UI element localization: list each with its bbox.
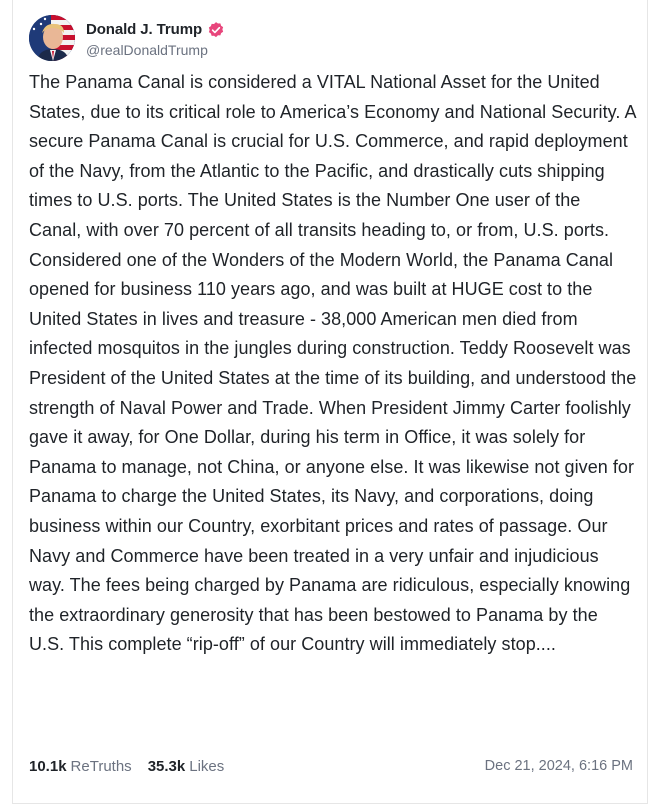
author-info [86,19,225,58]
retruths-label: ReTruths [70,757,132,775]
likes-stat[interactable] [148,758,225,775]
post-timestamp[interactable]: Dec 21, 2024, 6:16 PM [484,758,633,774]
likes-count: 35.3k [147,757,186,775]
post-card [12,0,648,804]
post-header [29,14,225,62]
author-display-name[interactable]: Donald J. Trump [86,21,203,38]
retruths-count: 10.1k [29,757,67,775]
post-body-text: The Panama Canal is considered a VITAL National Asset for the United States, due to its critical role to America’s Economy and National Security. A secure Panama Canal is crucial for U.S. Commerce, and rapid deployment of the Navy, from the Atlantic to the Pacific, and drastically cuts shipping times to U.S. ports. The United States is the Number One user of the Canal, with over 70 percent of all transits heading to, or from, U.S. ports. Considered one of the Wonders of the Modern World, the Panama Canal opened for business 110 years ago, and was built at HUGE cost to the United States in lives and treasure - 38,000 American men died from infected mosquitos in the jungles during construction. Teddy Roosevelt was President of the United States at the time of its building, and understood the strength of Naval Power and Trade. When President Jimmy Carter foolishly gave it away, for One Dollar, during his term in Office, it was solely for Panama to manage, not China, or anyone else. It was likewise not given for Panama to charge the United States, its Navy, and corporations, doing business within our Country, exorbitant prices and rates of passage. Our Navy and Commerce have been treated in a very unfair and injudicious way. The fees being charged by Panama are ridiculous, especially knowing the extraordinary generosity that has been bestowed to Panama by the U.S. This complete “rip-off” of our Country will immediately stop.... [29,72,637,655]
likes-label: Likes [189,757,225,775]
author-name-row [86,19,225,41]
author-handle[interactable]: @realDonaldTrump [86,41,208,58]
avatar[interactable] [29,15,75,61]
retruths-stat[interactable] [29,758,132,775]
avatar-image [29,15,75,61]
post-footer [29,753,633,779]
verified-badge-icon [207,21,225,39]
